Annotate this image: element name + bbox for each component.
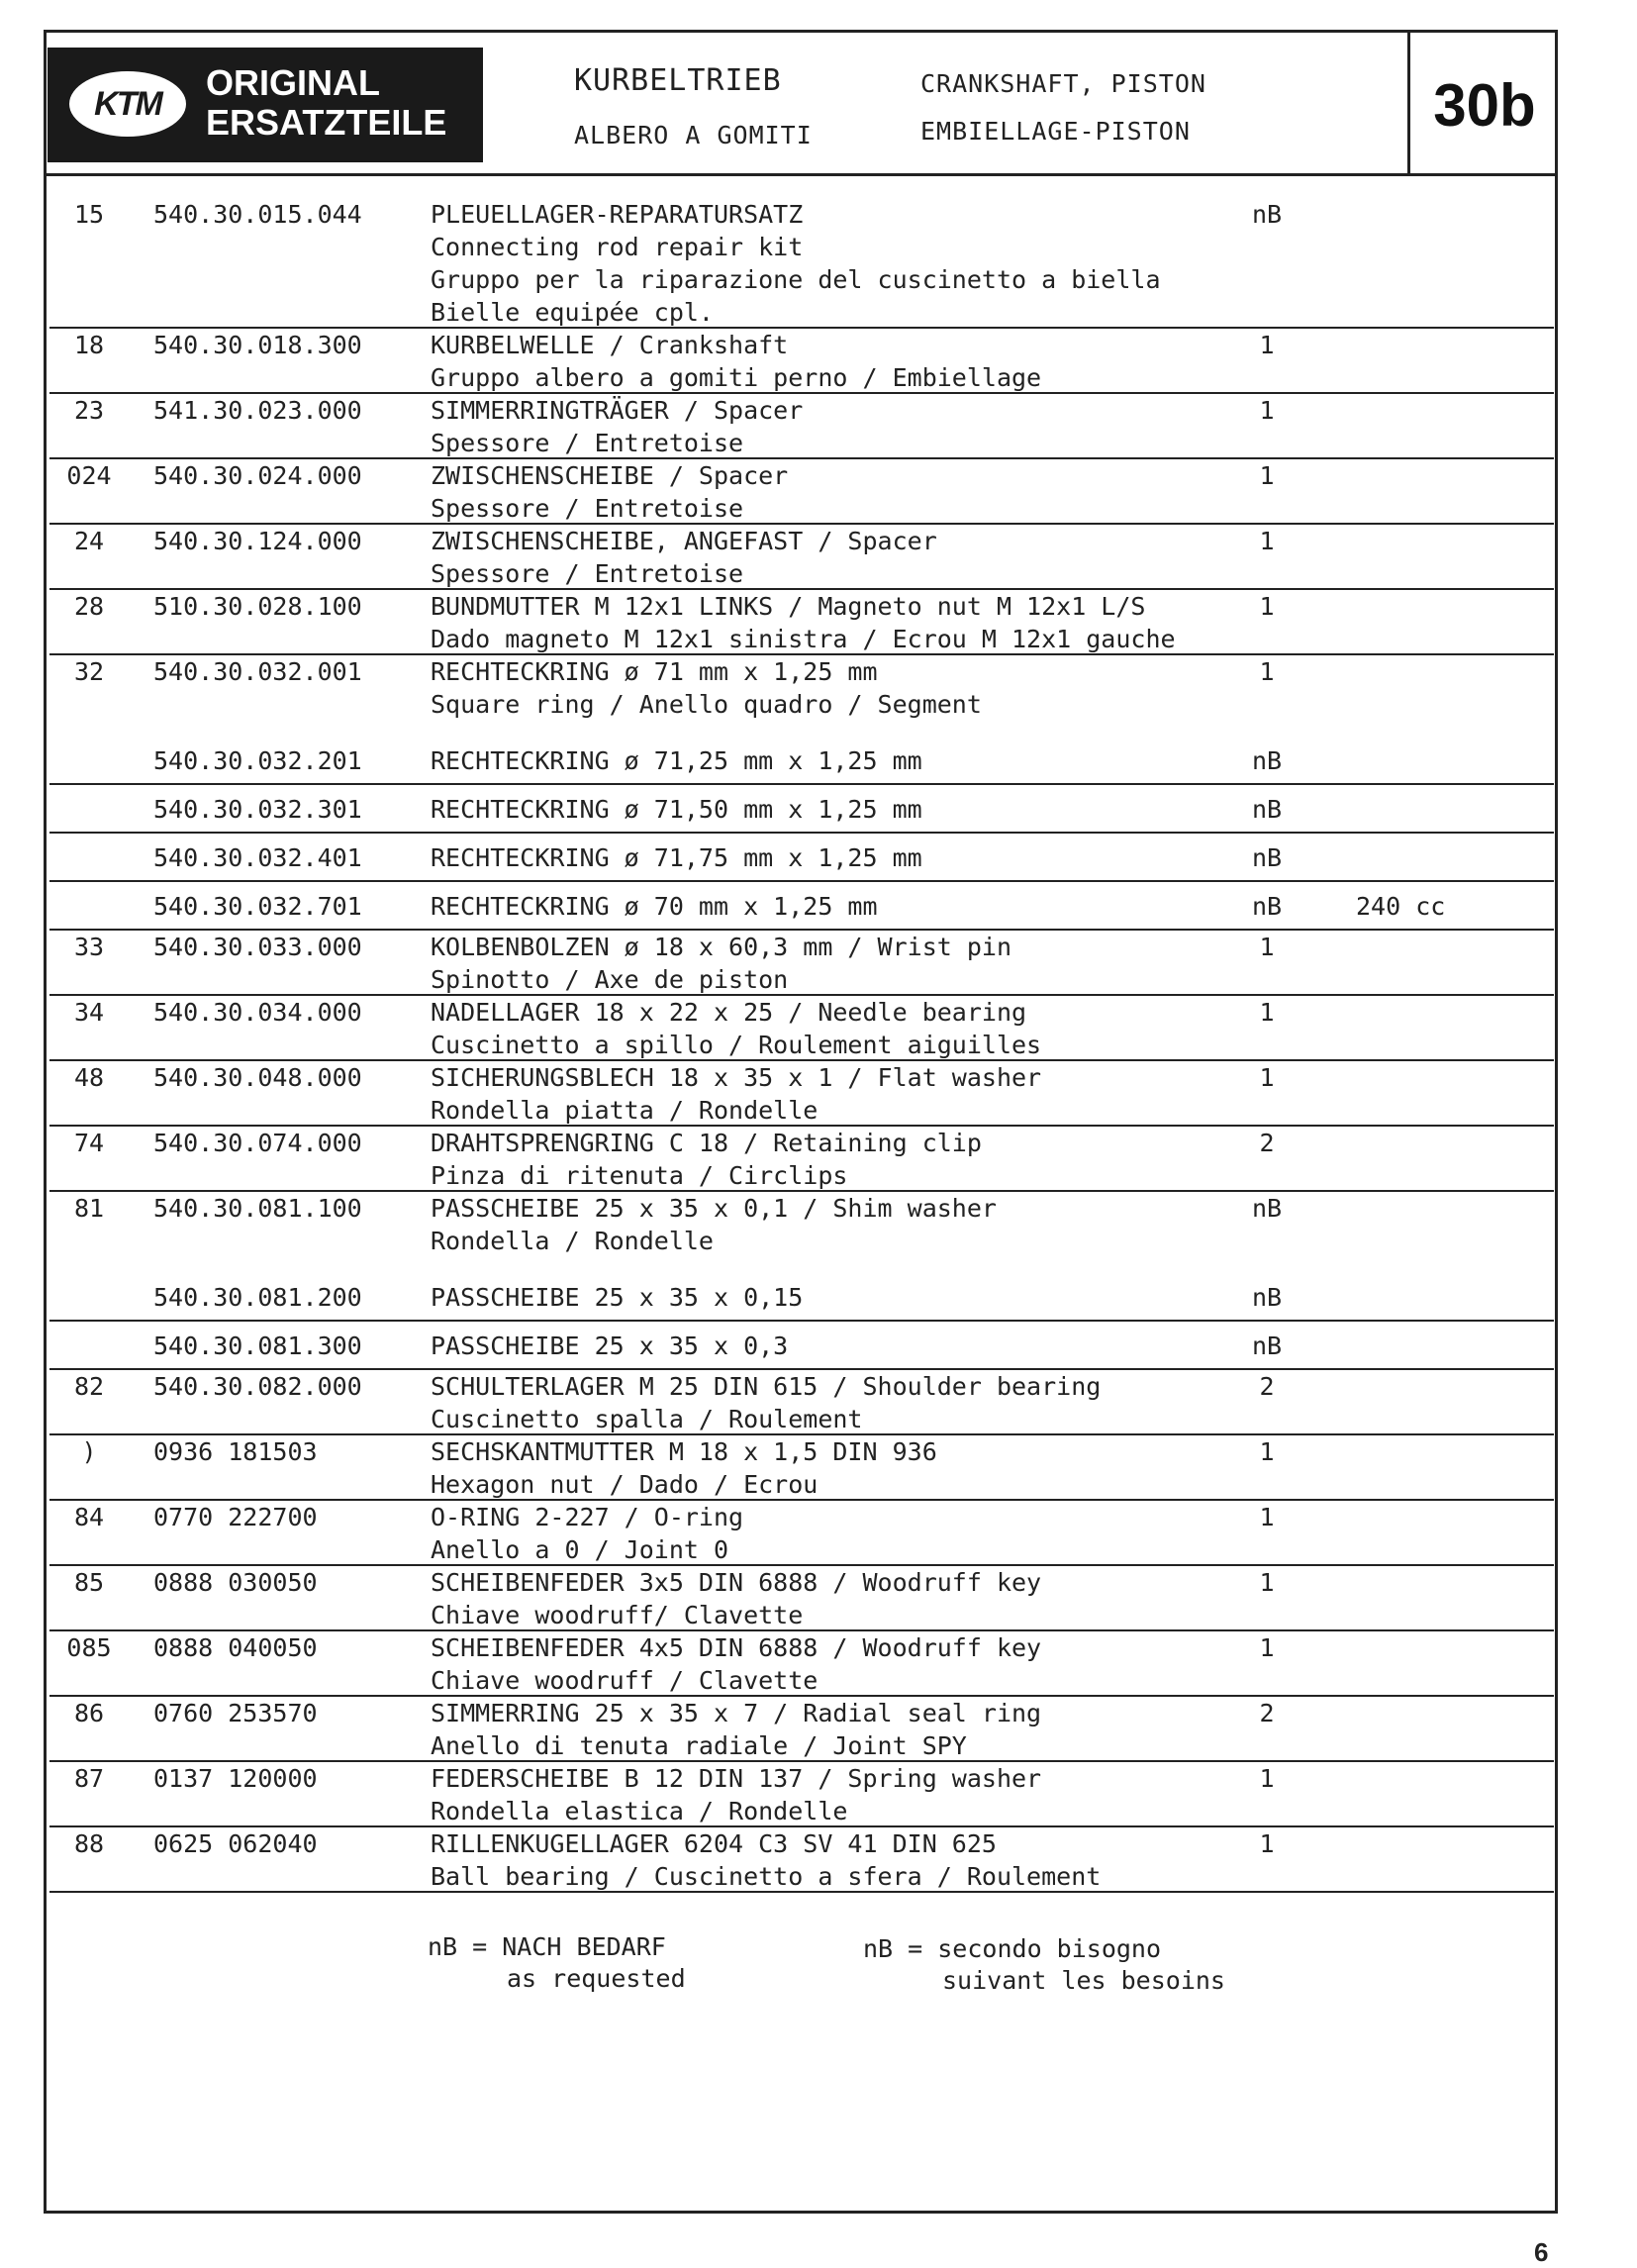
logo-line-2: ERSATZTEILE xyxy=(206,102,447,143)
description-line: Spessore / Entretoise xyxy=(431,429,744,457)
description-line: Gruppo per la riparazione del cuscinetto a biella xyxy=(431,265,1161,294)
position-number: 23 xyxy=(73,396,105,425)
table-row xyxy=(49,590,1554,655)
table-subrow xyxy=(49,785,1554,834)
quantity: nB xyxy=(1251,746,1283,775)
quantity: nB xyxy=(1251,1194,1283,1223)
description-line: KOLBENBOLZEN ø 18 x 60,3 mm / Wrist pin xyxy=(431,933,1011,961)
position-number: 28 xyxy=(73,592,105,621)
position-number: 84 xyxy=(73,1503,105,1531)
part-number: 540.30.034.000 xyxy=(153,998,362,1027)
ktm-oval-mark xyxy=(69,71,186,137)
legend-right-1: nB = secondo bisogno xyxy=(863,1934,1162,1963)
part-number: 540.30.074.000 xyxy=(153,1129,362,1157)
section-code-box xyxy=(1407,30,1558,176)
legend-right-2: suivant les besoins xyxy=(942,1966,1225,1995)
description-line: SCHULTERLAGER M 25 DIN 615 / Shoulder bearing xyxy=(431,1372,1102,1401)
ktm-logo xyxy=(48,48,483,162)
description-line: Pinza di ritenuta / Circlips xyxy=(431,1161,848,1190)
description-line: Ball bearing / Cuscinetto a sfera / Roulement xyxy=(431,1862,1102,1891)
description-line: Spinotto / Axe de piston xyxy=(431,965,789,994)
description-line: Hexagon nut / Dado / Ecrou xyxy=(431,1470,818,1499)
remark: 240 cc xyxy=(1356,892,1446,921)
description-line: SIMMERRING 25 x 35 x 7 / Radial seal ring xyxy=(431,1699,1042,1727)
table-row xyxy=(49,1697,1554,1762)
part-number: 540.30.081.100 xyxy=(153,1194,362,1223)
quantity: 2 xyxy=(1259,1129,1275,1157)
quantity: 1 xyxy=(1259,461,1275,490)
table-row xyxy=(49,329,1554,394)
title-italian: ALBERO A GOMITI xyxy=(574,121,813,149)
position-number: 82 xyxy=(73,1372,105,1401)
position-number: 085 xyxy=(66,1633,112,1662)
description-line: Rondella piatta / Rondelle xyxy=(431,1096,818,1125)
position-number: 87 xyxy=(73,1764,105,1793)
part-number: 541.30.023.000 xyxy=(153,396,362,425)
title-french: EMBIELLAGE-PISTON xyxy=(920,117,1191,146)
part-number: 540.30.082.000 xyxy=(153,1372,362,1401)
position-number: 34 xyxy=(73,998,105,1027)
logo-line-1: ORIGINAL xyxy=(206,62,380,103)
part-number: 0137 120000 xyxy=(153,1764,318,1793)
quantity: 1 xyxy=(1259,933,1275,961)
table-row xyxy=(49,525,1554,590)
quantity: nB xyxy=(1251,892,1283,921)
description-line: FEDERSCHEIBE B 12 DIN 137 / Spring washer xyxy=(431,1764,1042,1793)
title-german: KURBELTRIEB xyxy=(574,63,782,98)
table-row xyxy=(49,1061,1554,1127)
description-line: SCHEIBENFEDER 4x5 DIN 6888 / Woodruff key xyxy=(431,1633,1042,1662)
table-row xyxy=(49,1631,1554,1697)
position-number: 86 xyxy=(73,1699,105,1727)
position-number: 24 xyxy=(73,527,105,555)
table-row xyxy=(49,1566,1554,1631)
description-line: PASSCHEIBE 25 x 35 x 0,3 xyxy=(431,1331,789,1360)
description-line: RECHTECKRING ø 70 mm x 1,25 mm xyxy=(431,892,878,921)
description-line: PASSCHEIBE 25 x 35 x 0,1 / Shim washer xyxy=(431,1194,997,1223)
part-number: 0625 062040 xyxy=(153,1829,318,1858)
parts-table xyxy=(49,198,1554,1893)
quantity: 1 xyxy=(1259,1633,1275,1662)
description-line: ZWISCHENSCHEIBE, ANGEFAST / Spacer xyxy=(431,527,937,555)
quantity: 2 xyxy=(1259,1699,1275,1727)
position-number: 33 xyxy=(73,933,105,961)
position-number: 48 xyxy=(73,1063,105,1092)
description-line: Bielle equipée cpl. xyxy=(431,298,714,327)
quantity: nB xyxy=(1251,200,1283,229)
position-number: 32 xyxy=(73,657,105,686)
part-number: 540.30.048.000 xyxy=(153,1063,362,1092)
description-line: BUNDMUTTER M 12x1 LINKS / Magneto nut M 12x1 L/S xyxy=(431,592,1146,621)
description-line: Connecting rod repair kit xyxy=(431,233,804,261)
table-row xyxy=(49,1827,1554,1893)
description-line: Anello a 0 / Joint 0 xyxy=(431,1535,729,1564)
description-line: NADELLAGER 18 x 22 x 25 / Needle bearing xyxy=(431,998,1027,1027)
quantity: 1 xyxy=(1259,1829,1275,1858)
description-line: DRAHTSPRENGRING C 18 / Retaining clip xyxy=(431,1129,982,1157)
table-row xyxy=(49,1192,1554,1273)
quantity: nB xyxy=(1251,843,1283,872)
table-subrow xyxy=(49,737,1554,785)
description-line: PLEUELLAGER-REPARATURSATZ xyxy=(431,200,804,229)
part-number: 540.30.032.001 xyxy=(153,657,362,686)
table-row xyxy=(49,459,1554,525)
position-number: 85 xyxy=(73,1568,105,1597)
description-line: RILLENKUGELLAGER 6204 C3 SV 41 DIN 625 xyxy=(431,1829,997,1858)
quantity: 2 xyxy=(1259,1372,1275,1401)
table-subrow xyxy=(49,834,1554,882)
position-number: 024 xyxy=(66,461,112,490)
position-number: 74 xyxy=(73,1129,105,1157)
quantity: 1 xyxy=(1259,527,1275,555)
description-line: Spessore / Entretoise xyxy=(431,494,744,523)
part-number: 540.30.033.000 xyxy=(153,933,362,961)
part-number: 540.30.124.000 xyxy=(153,527,362,555)
description-line: Chiave woodruff/ Clavette xyxy=(431,1601,804,1629)
quantity: nB xyxy=(1251,1283,1283,1312)
position-number: 15 xyxy=(73,200,105,229)
part-number: 0770 222700 xyxy=(153,1503,318,1531)
page-number: 6 xyxy=(1534,2237,1549,2267)
description-line: Cuscinetto a spillo / Roulement aiguilles xyxy=(431,1031,1042,1059)
part-number: 0888 030050 xyxy=(153,1568,318,1597)
part-number: 540.30.024.000 xyxy=(153,461,362,490)
description-line: ZWISCHENSCHEIBE / Spacer xyxy=(431,461,789,490)
part-number: 0760 253570 xyxy=(153,1699,318,1727)
part-number: 540.30.015.044 xyxy=(153,200,362,229)
quantity: 1 xyxy=(1259,331,1275,359)
description-line: RECHTECKRING ø 71 mm x 1,25 mm xyxy=(431,657,878,686)
part-number: 540.30.032.301 xyxy=(153,795,362,824)
description-line: SIMMERRINGTRÄGER / Spacer xyxy=(431,396,804,425)
description-line: Cuscinetto spalla / Roulement xyxy=(431,1405,863,1433)
title-english: CRANKSHAFT, PISTON xyxy=(920,69,1206,98)
quantity: 1 xyxy=(1259,1063,1275,1092)
description-line: O-RING 2-227 / O-ring xyxy=(431,1503,744,1531)
quantity: 1 xyxy=(1259,1568,1275,1597)
table-row xyxy=(49,1762,1554,1827)
description-line: RECHTECKRING ø 71,25 mm x 1,25 mm xyxy=(431,746,922,775)
table-subrow xyxy=(49,1273,1554,1322)
description-line: SECHSKANTMUTTER M 18 x 1,5 DIN 936 xyxy=(431,1437,937,1466)
section-code: 30b xyxy=(1433,72,1536,139)
description-line: KURBELWELLE / Crankshaft xyxy=(431,331,789,359)
part-number: 0888 040050 xyxy=(153,1633,318,1662)
position-number: 81 xyxy=(73,1194,105,1223)
table-subrow xyxy=(49,882,1554,931)
description-line: Chiave woodruff / Clavette xyxy=(431,1666,818,1695)
table-subrow xyxy=(49,1322,1554,1370)
quantity: nB xyxy=(1251,795,1283,824)
part-number: 540.30.032.701 xyxy=(153,892,362,921)
table-row xyxy=(49,1370,1554,1435)
position-number: 18 xyxy=(73,331,105,359)
position-number: ) xyxy=(81,1437,97,1466)
part-number: 540.30.081.300 xyxy=(153,1331,362,1360)
part-number: 540.30.081.200 xyxy=(153,1283,362,1312)
description-line: Square ring / Anello quadro / Segment xyxy=(431,690,982,719)
quantity: 1 xyxy=(1259,1503,1275,1531)
part-number: 540.30.032.201 xyxy=(153,746,362,775)
description-line: SICHERUNGSBLECH 18 x 35 x 1 / Flat washer xyxy=(431,1063,1042,1092)
description-line: Spessore / Entretoise xyxy=(431,559,744,588)
table-row xyxy=(49,1435,1554,1501)
part-number: 540.30.032.401 xyxy=(153,843,362,872)
description-line: Rondella / Rondelle xyxy=(431,1227,714,1255)
logo-text xyxy=(206,63,473,143)
description-line: PASSCHEIBE 25 x 35 x 0,15 xyxy=(431,1283,804,1312)
description-line: Dado magneto M 12x1 sinistra / Ecrou M 12x1 gauche xyxy=(431,625,1176,653)
description-line: RECHTECKRING ø 71,50 mm x 1,25 mm xyxy=(431,795,922,824)
position-number: 88 xyxy=(73,1829,105,1858)
description-line: Gruppo albero a gomiti perno / Embiellage xyxy=(431,363,1042,392)
description-line: SCHEIBENFEDER 3x5 DIN 6888 / Woodruff key xyxy=(431,1568,1042,1597)
description-line: Anello di tenuta radiale / Joint SPY xyxy=(431,1731,967,1760)
quantity: nB xyxy=(1251,1331,1283,1360)
part-number: 0936 181503 xyxy=(153,1437,318,1466)
quantity: 1 xyxy=(1259,998,1275,1027)
table-row xyxy=(49,1501,1554,1566)
table-row xyxy=(49,655,1554,737)
description-line: Rondella elastica / Rondelle xyxy=(431,1797,848,1825)
quantity: 1 xyxy=(1259,1764,1275,1793)
legend-left-1: nB = NACH BEDARF xyxy=(428,1932,666,1961)
page-header xyxy=(44,30,1558,176)
table-row xyxy=(49,996,1554,1061)
table-row xyxy=(49,394,1554,459)
legend-left-2: as requested xyxy=(507,1964,686,1993)
table-row xyxy=(49,931,1554,996)
quantity: 1 xyxy=(1259,592,1275,621)
logo-mark-text: KTM xyxy=(94,85,161,123)
quantity: 1 xyxy=(1259,1437,1275,1466)
quantity: 1 xyxy=(1259,657,1275,686)
part-number: 540.30.018.300 xyxy=(153,331,362,359)
quantity: 1 xyxy=(1259,396,1275,425)
description-line: RECHTECKRING ø 71,75 mm x 1,25 mm xyxy=(431,843,922,872)
table-row xyxy=(49,198,1554,329)
table-row xyxy=(49,1127,1554,1192)
part-number: 510.30.028.100 xyxy=(153,592,362,621)
